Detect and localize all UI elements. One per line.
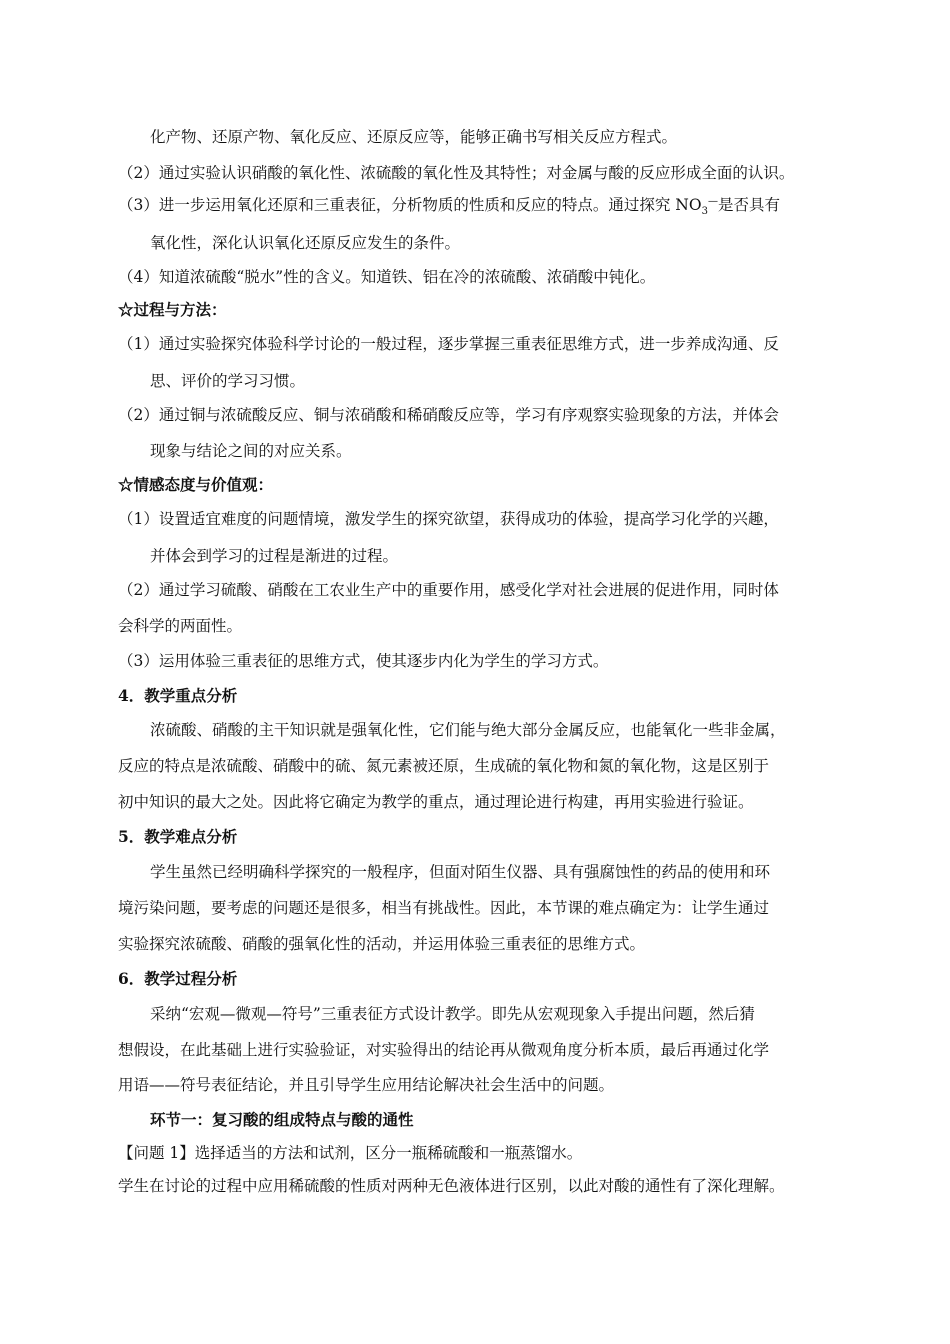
paragraph-line: 浓硫酸、硝酸的主干知识就是强氧化性，它们能与绝大部分金属反应，也能氧化一些非金属， [150, 721, 786, 739]
paragraph-line: 反应的特点是浓硫酸、硝酸中的硫、氮元素被还原，生成硫的氧化物和氮的氧化物，这是区别于 [118, 757, 770, 775]
superscript: — [707, 195, 718, 207]
subsection-heading: 环节一：复习酸的组成特点与酸的通性 [150, 1110, 414, 1129]
paragraph-line: 氧化性，深化认识氧化还原反应发生的条件。 [150, 234, 461, 252]
paragraph-line: 并体会到学习的过程是渐进的过程。 [150, 547, 399, 565]
list-item [118, 195, 780, 218]
paragraph-line: 学生在讨论的过程中应用稀硫酸的性质对两种无色液体进行区别，以此对酸的通性有了深化理解。 [118, 1177, 785, 1195]
section-heading: 4．教学重点分析 [118, 686, 238, 705]
list-item-text: 是否具有 [717, 196, 780, 214]
list-item: （1）通过实验探究体验科学讨论的一般过程，逐步掌握三重表征思维方式，进一步养成沟通、反 [118, 335, 779, 353]
paragraph-line: 现象与结论之间的对应关系。 [150, 442, 352, 460]
section-heading: ☆情感态度与价值观： [118, 475, 274, 494]
section-heading: 6．教学过程分析 [118, 969, 238, 988]
paragraph-line: 想假设，在此基础上进行实验验证，对实验得出的结论再从微观角度分析本质，最后再通过化学 [118, 1041, 770, 1059]
paragraph-line: 化产物、还原产物、氧化反应、还原反应等，能够正确书写相关反应方程式。 [150, 128, 678, 146]
paragraph-line: 学生虽然已经明确科学探究的一般程序，但面对陌生仪器、具有强腐蚀性的药品的使用和环 [150, 863, 771, 881]
list-item: （4）知道浓硫酸“脱水”性的含义。知道铁、铝在冷的浓硫酸、浓硝酸中钝化。 [118, 268, 656, 286]
question-line: 【问题 1】选择适当的方法和试剂，区分一瓶稀硫酸和一瓶蒸馏水。 [118, 1144, 583, 1162]
list-item: （3）运用体验三重表征的思维方式，使其逐步内化为学生的学习方式。 [118, 652, 609, 670]
paragraph-line: 采纳“宏观—微观—符号”三重表征方式设计教学。即先从宏观现象入手提出问题，然后猜 [150, 1005, 755, 1023]
list-item: （2）通过实验认识硝酸的氧化性、浓硫酸的氧化性及其特性；对金属与酸的反应形成全面的认识。 [118, 164, 795, 182]
subscript: 3 [701, 206, 708, 218]
section-heading: ☆过程与方法： [118, 300, 227, 319]
list-item: （2）通过铜与浓硫酸反应、铜与浓硝酸和稀硝酸反应等，学习有序观察实验现象的方法，并体会 [118, 406, 779, 424]
paragraph-line: 初中知识的最大之处。因此将它确定为教学的重点，通过理论进行构建，再用实验进行验证。 [118, 793, 754, 811]
paragraph-line: 会科学的两面性。 [118, 617, 243, 635]
paragraph-line: 境污染问题，要考虑的问题还是很多，相当有挑战性。因此，本节课的难点确定为：让学生通过 [118, 899, 770, 917]
section-heading: 5．教学难点分析 [118, 827, 238, 846]
paragraph-line: 实验探究浓硫酸、硝酸的强氧化性的活动，并运用体验三重表征的思维方式。 [118, 935, 646, 953]
list-item: （1）设置适宜难度的问题情境，激发学生的探究欲望，获得成功的体验，提高学习化学的兴趣， [118, 510, 779, 528]
paragraph-line: 思、评价的学习习惯。 [150, 372, 306, 390]
paragraph-line: 用语——符号表征结论，并且引导学生应用结论解决社会生活中的问题。 [118, 1076, 615, 1094]
list-item: （2）通过学习硫酸、硝酸在工农业生产中的重要作用，感受化学对社会进展的促进作用，同时体 [118, 581, 779, 599]
list-item-text: （3）进一步运用氧化还原和三重表征，分析物质的性质和反应的特点。通过探究 NO [118, 196, 702, 214]
